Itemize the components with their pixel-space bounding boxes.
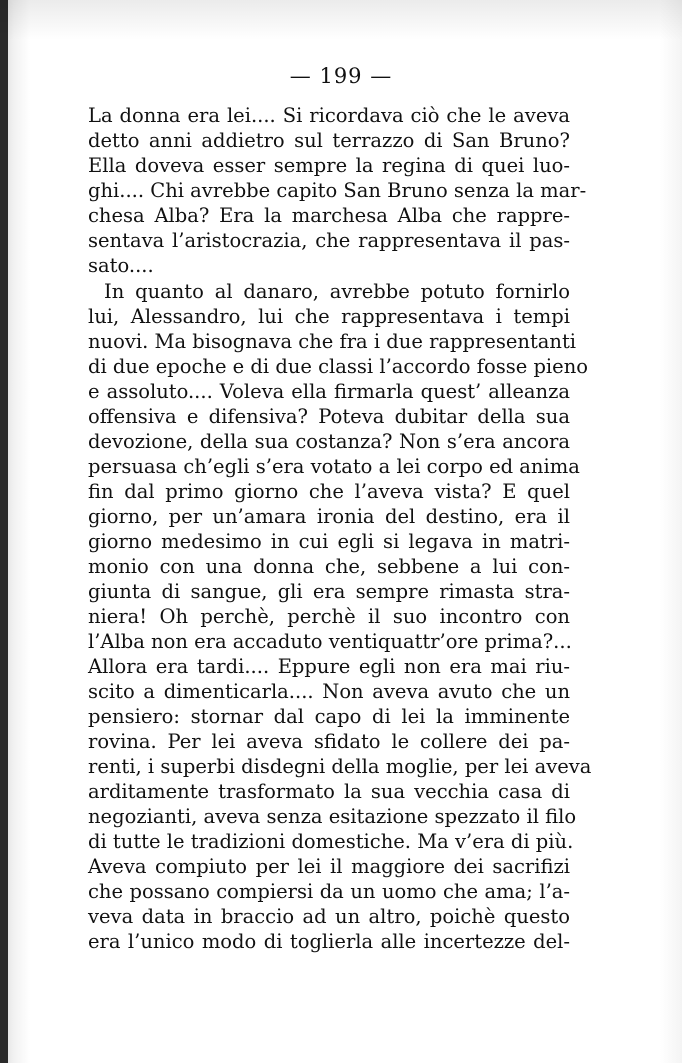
text-line-14: devozione, della sua costanza? Non s’era ancora [88,430,570,453]
text-line-16: fin dal primo giorno che l’aveva vista? E quel [88,480,570,503]
text-line-18: giorno medesimo in cui egli si legava in matri- [88,530,570,553]
page-number: — 199 — [289,64,393,88]
text-line-34: era l’unico modo di toglierla alle incertezze del- [88,930,570,953]
text-line-3: Ella doveva esser sempre la regina di quei luo- [88,154,570,177]
text-line-8: In quanto al danaro, avrebbe potuto fornirlo [104,280,570,303]
text-line-33: veva data in braccio ad un altro, poichè questo [88,905,570,928]
text-line-30: di tutte le tradizioni domestiche. Ma v’era di più. [88,830,574,853]
text-line-11: di due epoche e di due classi l’accordo fosse pieno [88,355,589,378]
text-line-9: lui, Alessandro, lui che rappresentava i tempi [88,305,570,328]
text-line-4: ghi.... Chi avrebbe capito San Bruno senza la mar- [88,179,587,202]
text-line-20: giunta di sangue, gli era sempre rimasta stra- [88,580,570,603]
text-line-27: renti, i superbi disdegni della moglie, per lei aveva [88,755,592,778]
text-line-2: detto anni addietro sul terrazzo di San Bruno? [88,129,570,152]
text-line-12: e assoluto.... Voleva ella firmarla quest’ alleanza [88,380,570,403]
text-line-13: offensiva e difensiva? Poteva dubitar della sua [88,405,570,428]
text-line-29: negozianti, aveva senza esitazione spezzato il filo [88,805,577,828]
text-line-28: arditamente trasformato la sua vecchia casa di [88,780,570,803]
text-line-19: monio con una donna che, sebbene a lui con- [88,555,570,578]
text-line-24: scito a dimenticarla.... Non aveva avuto che un [88,680,570,703]
text-line-17: giorno, per un’amara ironia del destino, era il [88,505,570,528]
text-line-5: chesa Alba? Era la marchesa Alba che rappre- [88,204,570,227]
text-line-10: nuovi. Ma bisognava che fra i due rappresentanti [88,330,577,353]
text-line-7: sato.... [88,254,154,277]
text-line-31: Aveva compiuto per lei il maggiore dei sacrifizi [88,855,570,878]
text-line-21: niera! Oh perchè, perchè il suo incontro con [88,605,570,628]
text-line-1: La donna era lei.... Si ricordava ciò che le aveva [88,104,570,127]
page-top-shade [0,0,682,40]
text-line-25: pensiero: stornar dal capo di lei la imminente [88,705,570,728]
text-line-26: rovina. Per lei aveva sfidato le collere dei pa- [88,730,570,753]
book-spine-shadow [0,0,8,1063]
text-line-23: Allora era tardi.... Eppure egli non era mai riu- [88,655,570,678]
text-line-6: sentava l’aristocrazia, che rappresentava il pas- [88,229,570,252]
text-line-15: persuasa ch’egli s’era votato a lei corpo ed anima [88,455,580,478]
text-line-22: l’Alba non era accaduto ventiquattr’ore prima?... [88,630,572,653]
text-line-32: che possano compiersi da un uomo che ama; l’a- [88,880,570,903]
